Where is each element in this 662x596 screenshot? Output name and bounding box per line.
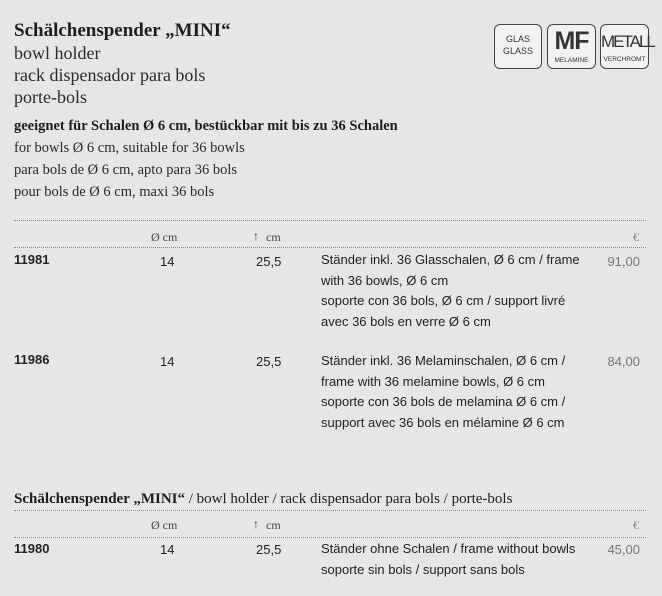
header-height: cm <box>266 518 281 532</box>
mf-badge-code: MF <box>554 27 589 55</box>
table-row-price: 84,00 <box>607 354 640 369</box>
table-row-code: 11986 <box>14 352 50 367</box>
divider <box>14 220 646 221</box>
product-name-fr: porte-bols <box>14 87 87 107</box>
description-line: frame with 36 melamine bowls, Ø 6 cm <box>321 373 545 389</box>
table-row-height: 25,5 <box>256 254 282 269</box>
header-diameter: Ø cm <box>151 230 178 244</box>
metall-badge-code: METALL <box>601 32 654 51</box>
product-title: Schälchenspender „MINI“ <box>14 20 231 41</box>
product-name-en: bowl holder <box>14 43 101 63</box>
table-row-code: 11980 <box>14 541 50 556</box>
description-line: soporte con 36 bols, Ø 6 cm / support livré <box>321 293 566 308</box>
header-price: € <box>633 518 639 532</box>
divider <box>14 537 646 538</box>
divider <box>14 247 646 248</box>
metall-badge-label: VERCHROMT <box>603 56 646 63</box>
description-line: soporte sin bols / support sans bols <box>321 561 525 577</box>
table-row-code: 11981 <box>14 252 50 267</box>
product-name-es: rack dispensador para bols <box>14 65 206 85</box>
section2-title-bold: Schälchenspender „MINI“ <box>14 491 185 507</box>
description-line: Ständer inkl. 36 Melaminschalen, Ø 6 cm / <box>321 353 566 368</box>
arrow-up-icon: ↑ <box>253 517 259 531</box>
header-diameter: Ø cm <box>151 518 178 532</box>
description-line: soporte con 36 bols de melamina Ø 6 cm / <box>321 394 566 409</box>
table-row-diameter: 14 <box>160 542 175 557</box>
divider <box>14 510 646 511</box>
glass-material-badge <box>494 24 542 69</box>
melamine-material-badge <box>547 24 596 69</box>
table-row-description <box>321 250 580 332</box>
table-row-description <box>321 351 565 433</box>
product-description-fr: pour bols de Ø 6 cm, maxi 36 bols <box>14 184 215 200</box>
metal-material-badge <box>600 24 654 69</box>
table-row-price: 91,00 <box>607 254 640 269</box>
table-row-description <box>321 539 575 580</box>
table-row-diameter: 14 <box>160 254 175 269</box>
table-row-height: 25,5 <box>256 354 282 369</box>
glass-badge-line2: GLASS <box>502 46 533 56</box>
product-description-en: for bowls Ø 6 cm, suitable for 36 bowls <box>14 140 245 156</box>
glass-badge-line1: GLAS <box>505 34 530 44</box>
header-height: cm <box>266 230 281 244</box>
section2-title <box>14 489 512 509</box>
section2-title-rest: / bowl holder / rack dispensador para bols / porte-bols <box>185 491 513 507</box>
description-line: with 36 bowls, Ø 6 cm <box>321 272 449 288</box>
mf-badge-label: MELAMINE <box>554 57 589 64</box>
description-line: avec 36 bols en verre Ø 6 cm <box>321 313 491 329</box>
arrow-up-icon: ↑ <box>253 229 259 243</box>
table-row-price: 45,00 <box>607 542 640 557</box>
product-description-de: geeignet für Schalen Ø 6 cm, bestückbar mit bis zu 36 Schalen <box>14 118 398 134</box>
description-line: Ständer inkl. 36 Glasschalen, Ø 6 cm / frame <box>321 252 580 267</box>
table-row-diameter: 14 <box>160 354 175 369</box>
description-line: Ständer ohne Schalen / frame without bowls <box>321 541 576 556</box>
header-price: € <box>633 230 639 244</box>
table-row-height: 25,5 <box>256 542 282 557</box>
description-line: support avec 36 bols en mélamine Ø 6 cm <box>321 414 565 430</box>
product-description-es: para bols de Ø 6 cm, apto para 36 bols <box>14 162 238 178</box>
